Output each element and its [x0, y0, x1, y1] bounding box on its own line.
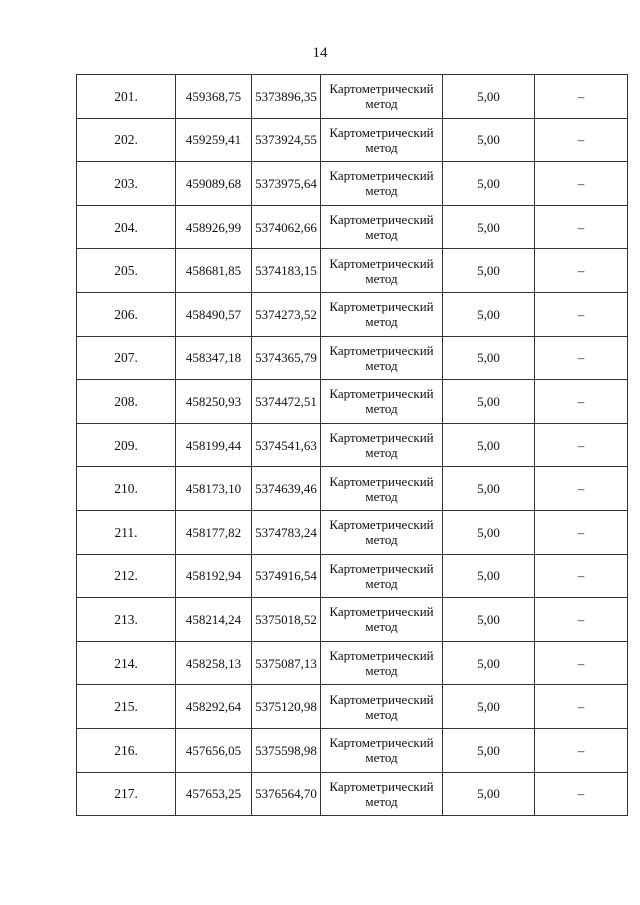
accuracy-cell: 5,00 — [443, 772, 535, 816]
x-coordinate-cell: 458292,64 — [176, 685, 252, 729]
x-coordinate-cell: 458926,99 — [176, 205, 252, 249]
accuracy-cell: 5,00 — [443, 598, 535, 642]
table-row — [77, 162, 628, 206]
y-coordinate-cell: 5374183,15 — [252, 249, 321, 293]
point-number-cell: 204. — [77, 205, 176, 249]
y-coordinate-cell: 5374783,24 — [252, 510, 321, 554]
accuracy-cell: 5,00 — [443, 205, 535, 249]
note-cell: – — [535, 685, 628, 729]
accuracy-cell: 5,00 — [443, 75, 535, 119]
note-cell: – — [535, 510, 628, 554]
accuracy-cell: 5,00 — [443, 292, 535, 336]
method-cell: Картометрический метод — [321, 685, 443, 729]
method-cell: Картометрический метод — [321, 728, 443, 772]
point-number-cell: 209. — [77, 423, 176, 467]
x-coordinate-cell: 459089,68 — [176, 162, 252, 206]
x-coordinate-cell: 458173,10 — [176, 467, 252, 511]
y-coordinate-cell: 5375598,98 — [252, 728, 321, 772]
x-coordinate-cell: 458177,82 — [176, 510, 252, 554]
y-coordinate-cell: 5374472,51 — [252, 380, 321, 424]
x-coordinate-cell: 458347,18 — [176, 336, 252, 380]
x-coordinate-cell: 458258,13 — [176, 641, 252, 685]
x-coordinate-cell: 459259,41 — [176, 118, 252, 162]
x-coordinate-cell: 458681,85 — [176, 249, 252, 293]
y-coordinate-cell: 5375120,98 — [252, 685, 321, 729]
table-row — [77, 598, 628, 642]
table-row — [77, 510, 628, 554]
note-cell: – — [535, 467, 628, 511]
page-number: 14 — [312, 45, 328, 61]
method-cell: Картометрический метод — [321, 162, 443, 206]
note-cell: – — [535, 598, 628, 642]
note-cell: – — [535, 554, 628, 598]
method-cell: Картометрический метод — [321, 598, 443, 642]
x-coordinate-cell: 458490,57 — [176, 292, 252, 336]
accuracy-cell: 5,00 — [443, 728, 535, 772]
y-coordinate-cell: 5374541,63 — [252, 423, 321, 467]
table-row — [77, 118, 628, 162]
y-coordinate-cell: 5374639,46 — [252, 467, 321, 511]
method-cell: Картометрический метод — [321, 423, 443, 467]
x-coordinate-cell: 458214,24 — [176, 598, 252, 642]
coordinates-table-body — [77, 75, 628, 816]
x-coordinate-cell: 457656,05 — [176, 728, 252, 772]
point-number-cell: 211. — [77, 510, 176, 554]
accuracy-cell: 5,00 — [443, 554, 535, 598]
table-row — [77, 249, 628, 293]
method-cell: Картометрический метод — [321, 75, 443, 119]
point-number-cell: 202. — [77, 118, 176, 162]
table-row — [77, 423, 628, 467]
method-cell: Картометрический метод — [321, 380, 443, 424]
method-cell: Картометрический метод — [321, 641, 443, 685]
coordinates-table — [76, 74, 628, 816]
x-coordinate-cell: 459368,75 — [176, 75, 252, 119]
point-number-cell: 210. — [77, 467, 176, 511]
table-row — [77, 467, 628, 511]
note-cell: – — [535, 772, 628, 816]
y-coordinate-cell: 5375087,13 — [252, 641, 321, 685]
note-cell: – — [535, 162, 628, 206]
y-coordinate-cell: 5375018,52 — [252, 598, 321, 642]
y-coordinate-cell: 5374365,79 — [252, 336, 321, 380]
point-number-cell: 203. — [77, 162, 176, 206]
point-number-cell: 205. — [77, 249, 176, 293]
table-row — [77, 641, 628, 685]
note-cell: – — [535, 118, 628, 162]
table-row — [77, 336, 628, 380]
point-number-cell: 206. — [77, 292, 176, 336]
table-row — [77, 205, 628, 249]
accuracy-cell: 5,00 — [443, 336, 535, 380]
y-coordinate-cell: 5373896,35 — [252, 75, 321, 119]
point-number-cell: 201. — [77, 75, 176, 119]
accuracy-cell: 5,00 — [443, 118, 535, 162]
accuracy-cell: 5,00 — [443, 380, 535, 424]
accuracy-cell: 5,00 — [443, 467, 535, 511]
point-number-cell: 208. — [77, 380, 176, 424]
accuracy-cell: 5,00 — [443, 249, 535, 293]
accuracy-cell: 5,00 — [443, 685, 535, 729]
note-cell: – — [535, 292, 628, 336]
point-number-cell: 217. — [77, 772, 176, 816]
y-coordinate-cell: 5373924,55 — [252, 118, 321, 162]
note-cell: – — [535, 249, 628, 293]
accuracy-cell: 5,00 — [443, 162, 535, 206]
table-row — [77, 728, 628, 772]
method-cell: Картометрический метод — [321, 292, 443, 336]
point-number-cell: 215. — [77, 685, 176, 729]
y-coordinate-cell: 5374062,66 — [252, 205, 321, 249]
accuracy-cell: 5,00 — [443, 510, 535, 554]
table-row — [77, 75, 628, 119]
x-coordinate-cell: 458250,93 — [176, 380, 252, 424]
method-cell: Картометрический метод — [321, 554, 443, 598]
table-row — [77, 292, 628, 336]
point-number-cell: 207. — [77, 336, 176, 380]
note-cell: – — [535, 205, 628, 249]
y-coordinate-cell: 5374273,52 — [252, 292, 321, 336]
table-row — [77, 685, 628, 729]
x-coordinate-cell: 458192,94 — [176, 554, 252, 598]
y-coordinate-cell: 5376564,70 — [252, 772, 321, 816]
x-coordinate-cell: 457653,25 — [176, 772, 252, 816]
y-coordinate-cell: 5374916,54 — [252, 554, 321, 598]
table-row — [77, 380, 628, 424]
note-cell: – — [535, 336, 628, 380]
point-number-cell: 212. — [77, 554, 176, 598]
point-number-cell: 213. — [77, 598, 176, 642]
point-number-cell: 216. — [77, 728, 176, 772]
x-coordinate-cell: 458199,44 — [176, 423, 252, 467]
note-cell: – — [535, 75, 628, 119]
method-cell: Картометрический метод — [321, 336, 443, 380]
table-row — [77, 554, 628, 598]
note-cell: – — [535, 728, 628, 772]
method-cell: Картометрический метод — [321, 467, 443, 511]
note-cell: – — [535, 380, 628, 424]
method-cell: Картометрический метод — [321, 118, 443, 162]
method-cell: Картометрический метод — [321, 249, 443, 293]
accuracy-cell: 5,00 — [443, 423, 535, 467]
note-cell: – — [535, 641, 628, 685]
method-cell: Картометрический метод — [321, 772, 443, 816]
note-cell: – — [535, 423, 628, 467]
table-row — [77, 772, 628, 816]
method-cell: Картометрический метод — [321, 205, 443, 249]
accuracy-cell: 5,00 — [443, 641, 535, 685]
method-cell: Картометрический метод — [321, 510, 443, 554]
point-number-cell: 214. — [77, 641, 176, 685]
y-coordinate-cell: 5373975,64 — [252, 162, 321, 206]
